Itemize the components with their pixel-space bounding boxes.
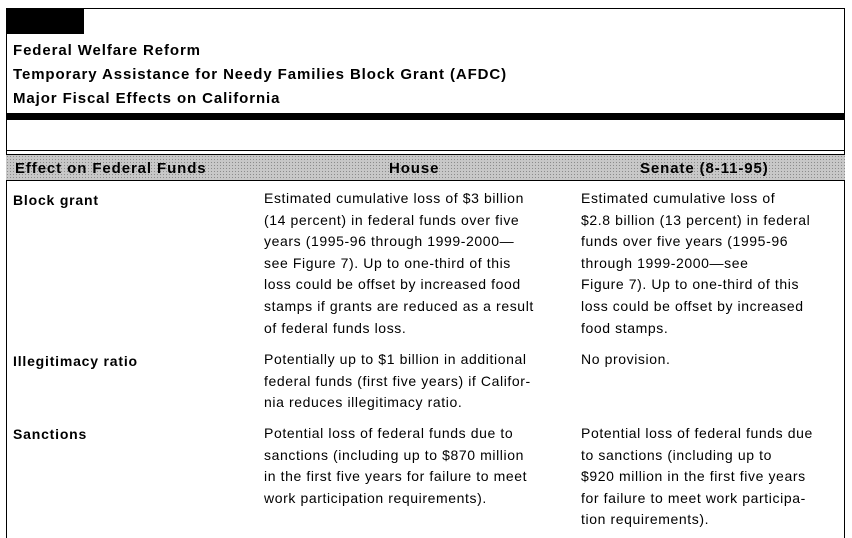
text-line: $920 million in the first five years — [581, 468, 806, 485]
section-rule — [6, 150, 845, 151]
title-rule — [6, 113, 845, 120]
text-line: through 1999-2000—see — [581, 254, 749, 271]
senate-cell-illegitimacy-ratio — [581, 349, 671, 371]
text-line: Figure 7). Up to one-third of this — [581, 276, 800, 293]
text-line: stamps if grants are reduced as a result — [264, 297, 534, 314]
text-line: sanctions (including up to $870 million — [264, 446, 524, 463]
text-line: nia reduces illegitimacy ratio. — [264, 394, 463, 411]
title-line-1: Federal Welfare Reform — [13, 42, 201, 59]
text-line: years (1995-96 through 1999-2000— — [264, 233, 515, 250]
text-line: loss could be offset by increased — [581, 297, 804, 314]
row-label-illegitimacy-ratio: Illegitimacy ratio — [13, 353, 138, 369]
text-line: tion requirements). — [581, 511, 710, 528]
senate-cell-block-grant — [581, 188, 810, 339]
column-header-house: House — [389, 160, 440, 177]
text-line: of federal funds loss. — [264, 319, 407, 336]
title-line-2: Temporary Assistance for Needy Families Block Grant (AFDC) — [13, 66, 507, 83]
text-line: Potential loss of federal funds due — [581, 425, 813, 441]
house-cell-block-grant — [264, 188, 534, 339]
text-line: work participation requirements). — [264, 489, 487, 506]
text-line: (14 percent) in federal funds over five — [264, 211, 520, 228]
text-line: $2.8 billion (13 percent) in federal — [581, 211, 811, 228]
text-line: food stamps. — [581, 319, 669, 336]
figure-tab — [6, 8, 84, 34]
text-line: Potentially up to $1 billion in additional — [264, 351, 527, 367]
text-line: Potential loss of federal funds due to — [264, 425, 514, 441]
column-header-senate: Senate (8-11-95) — [640, 160, 769, 177]
text-line: No provision. — [581, 351, 671, 367]
house-cell-sanctions — [264, 423, 527, 509]
text-line: for failure to meet work participa- — [581, 489, 806, 506]
column-header-effect: Effect on Federal Funds — [15, 160, 207, 177]
text-line: see Figure 7). Up to one-third of this — [264, 254, 511, 271]
text-line: funds over five years (1995-96 — [581, 233, 789, 250]
text-line: Estimated cumulative loss of — [581, 190, 776, 206]
text-line: Estimated cumulative loss of $3 billion — [264, 190, 524, 206]
senate-cell-sanctions — [581, 423, 813, 531]
text-line: in the first five years for failure to meet — [264, 468, 528, 485]
row-label-block-grant: Block grant — [13, 192, 99, 208]
house-cell-illegitimacy-ratio — [264, 349, 531, 414]
row-label-sanctions: Sanctions — [13, 426, 88, 442]
text-line: loss could be offset by increased food — [264, 276, 521, 293]
text-line: to sanctions (including up to — [581, 446, 772, 463]
title-line-3: Major Fiscal Effects on California — [13, 90, 281, 107]
text-line: federal funds (first five years) if Califor- — [264, 372, 531, 389]
